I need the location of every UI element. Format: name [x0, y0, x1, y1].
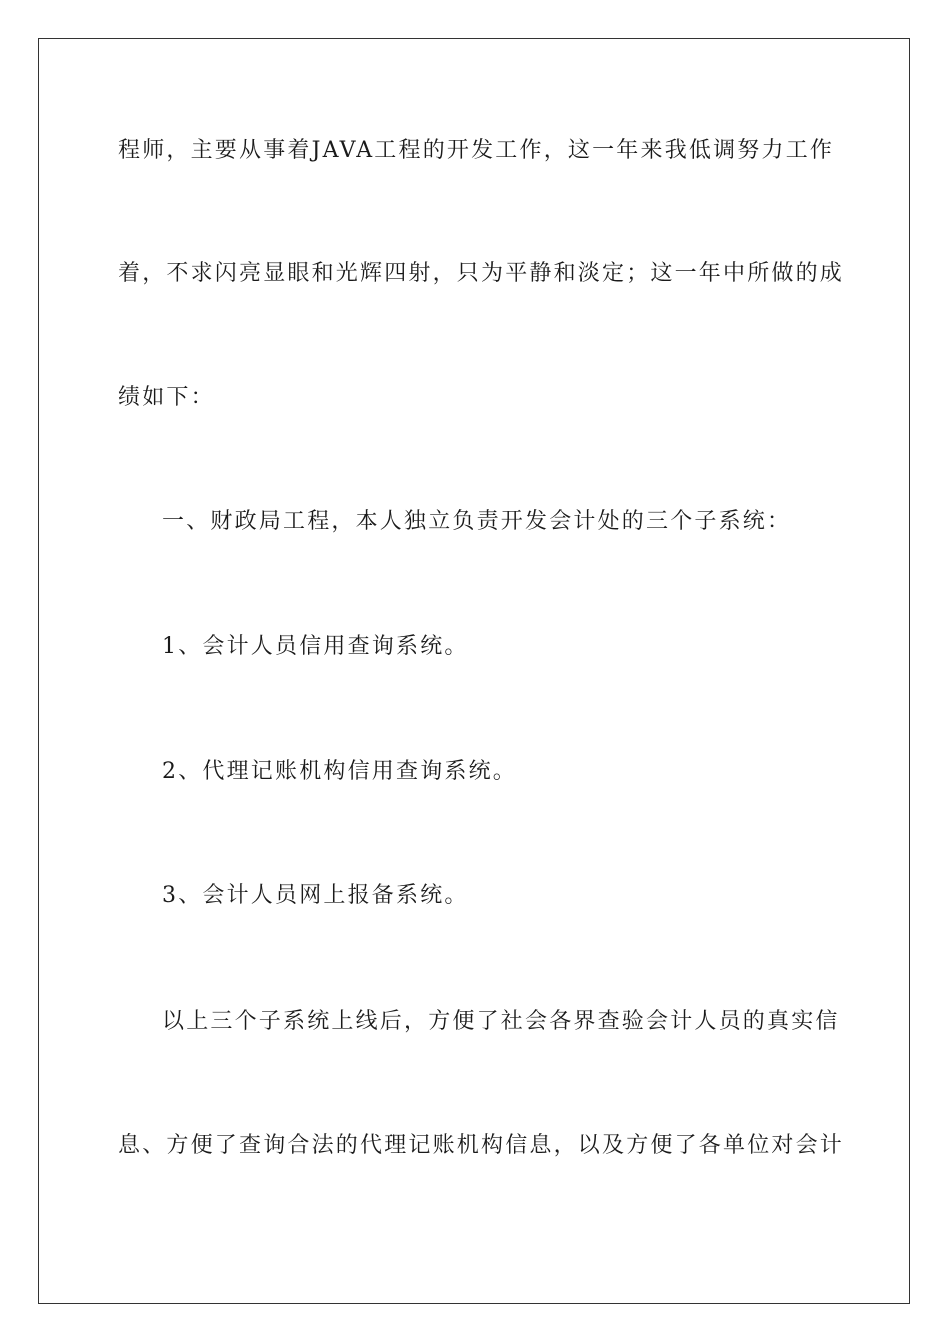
paragraph-line: 程师，主要从事着JAVA工程的开发工作，这一年来我低调努力工作	[118, 138, 835, 163]
section-heading: 一、财政局工程，本人独立负责开发会计处的三个子系统：	[162, 509, 792, 534]
list-item: 2、代理记账机构信用查询系统。	[162, 759, 517, 784]
paragraph-line: 着，不求闪亮显眼和光辉四射，只为平静和淡定；这一年中所做的成	[118, 261, 845, 286]
paragraph-line: 绩如下：	[118, 385, 215, 410]
paragraph-line: 以上三个子系统上线后，方便了社会各界查验会计人员的真实信	[162, 1009, 840, 1034]
page-border	[38, 38, 910, 1304]
list-item: 3、会计人员网上报备系统。	[162, 883, 469, 908]
list-item: 1、会计人员信用查询系统。	[162, 634, 469, 659]
paragraph-line: 息、方便了查询合法的代理记账机构信息，以及方便了各单位对会计	[118, 1133, 845, 1158]
